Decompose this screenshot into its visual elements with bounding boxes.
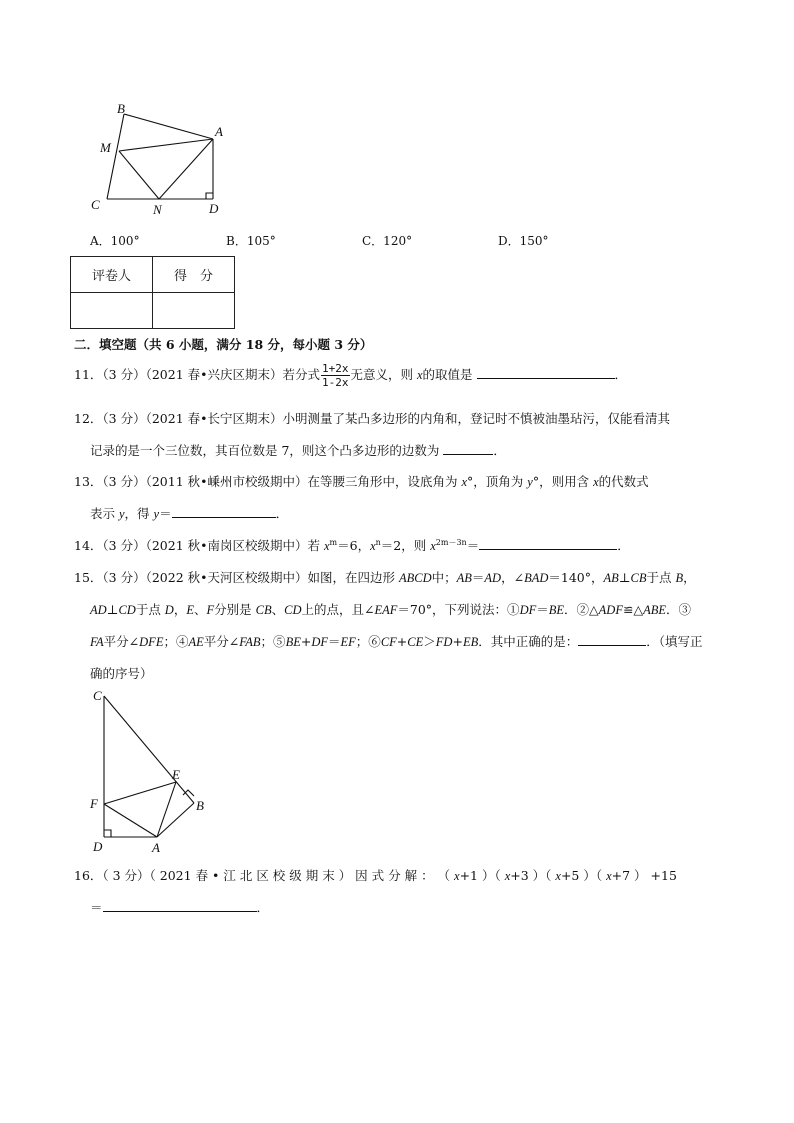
label-n: N bbox=[153, 202, 162, 217]
question-16-line1: 16．（ 3 分）（ 2021 春 • 江 北 区 校 级 期 末 ） 因 式 分 解 ： （ x+1 ）（ x+3 ）（ x+5 ）（ x+7 ） +15 bbox=[74, 868, 677, 883]
question-13-line2: 表示 y，得 y＝ ． bbox=[90, 506, 289, 521]
choice-d: D．150° bbox=[498, 234, 549, 248]
score-table bbox=[70, 256, 235, 329]
question-12-line2: 记录的是一个三位数，其百位数是 7，则这个凸多边形的边数为 ． bbox=[90, 443, 506, 458]
answer-blank-13[interactable] bbox=[172, 505, 276, 518]
label-f: F bbox=[90, 796, 98, 811]
label-c2: C bbox=[93, 688, 102, 703]
question-12-line1: 12．（3 分）（2021 春•长宁区期末）小明测量了某凸多边形的内角和，登记时不慎被油墨玷污，仅能看清其 bbox=[74, 411, 670, 426]
label-a: A bbox=[215, 124, 223, 139]
answer-blank-14[interactable] bbox=[479, 537, 617, 550]
label-e: E bbox=[172, 767, 180, 782]
question-15-line4: 确的序号） bbox=[90, 666, 153, 681]
label-c: C bbox=[91, 197, 100, 212]
section-title: 二．填空题（共 6 小题，满分 18 分，每小题 3 分） bbox=[74, 337, 373, 352]
figure-quadrilateral-abcd bbox=[84, 686, 214, 854]
label-b2: B bbox=[196, 798, 204, 813]
question-16-line2: ＝ ． bbox=[90, 900, 270, 915]
answer-blank-11[interactable] bbox=[477, 366, 615, 379]
answer-blank-15[interactable] bbox=[578, 633, 646, 646]
question-14: 14．（3 分）（2021 秋•南岗区校级期中）若 $x^m=6$，$x^n=2$，则 $x^{2m-3n}=$ ． bbox=[74, 537, 630, 553]
question-15-line1: 15．（3 分）（2022 秋•天河区校级期中）如图，在四边形 ABCD中；AB＝AD，∠BAD＝140°，AB⊥CB于点 B， bbox=[74, 570, 696, 585]
score-header: 得 分 bbox=[153, 257, 235, 293]
choices-row bbox=[90, 232, 570, 248]
score-cell[interactable] bbox=[153, 293, 235, 329]
label-d2: D bbox=[93, 839, 103, 854]
label-b: B bbox=[117, 101, 125, 116]
answer-blank-16[interactable] bbox=[103, 899, 257, 912]
answer-blank-12[interactable] bbox=[443, 442, 493, 455]
figure-quadrilateral-mn bbox=[80, 96, 240, 222]
label-m: M bbox=[100, 140, 111, 155]
question-13-line1: 13．（3 分）（2011 秋•嵊州市校级期中）在等腰三角形中，设底角为 x°，顶角为 y°，则用含 x的代数式 bbox=[74, 474, 649, 489]
fraction: $\frac{1+2x}{1-2x}$ bbox=[322, 362, 349, 389]
choice-c: C．120° bbox=[362, 234, 413, 248]
label-a2: A bbox=[152, 840, 160, 854]
question-15-line3: FA平分∠DFE；④AE平分∠FAB；⑤BE+DF＝EF；⑥CF+CE＞FD+EB．其中正确的是： ．（填写正 bbox=[90, 634, 703, 649]
grader-cell[interactable] bbox=[71, 293, 153, 329]
grader-header: 评卷人 bbox=[71, 257, 153, 293]
label-d: D bbox=[209, 201, 219, 216]
choice-b: B．105° bbox=[226, 234, 276, 248]
choice-a: A．100° bbox=[90, 234, 140, 248]
question-11: 11．（3 分）（2021 春•兴庆区期末）若分式 $\frac{1+2x}{1-2x}$ 无意义，则 x的取值是 ． bbox=[74, 362, 628, 389]
question-15-line2: AD⊥CD于点 D，E、F分别是 CB、CD上的点，且∠EAF＝70°，下列说法：①DF＝BE．②△ADF≌△ABE．③ bbox=[90, 602, 691, 617]
